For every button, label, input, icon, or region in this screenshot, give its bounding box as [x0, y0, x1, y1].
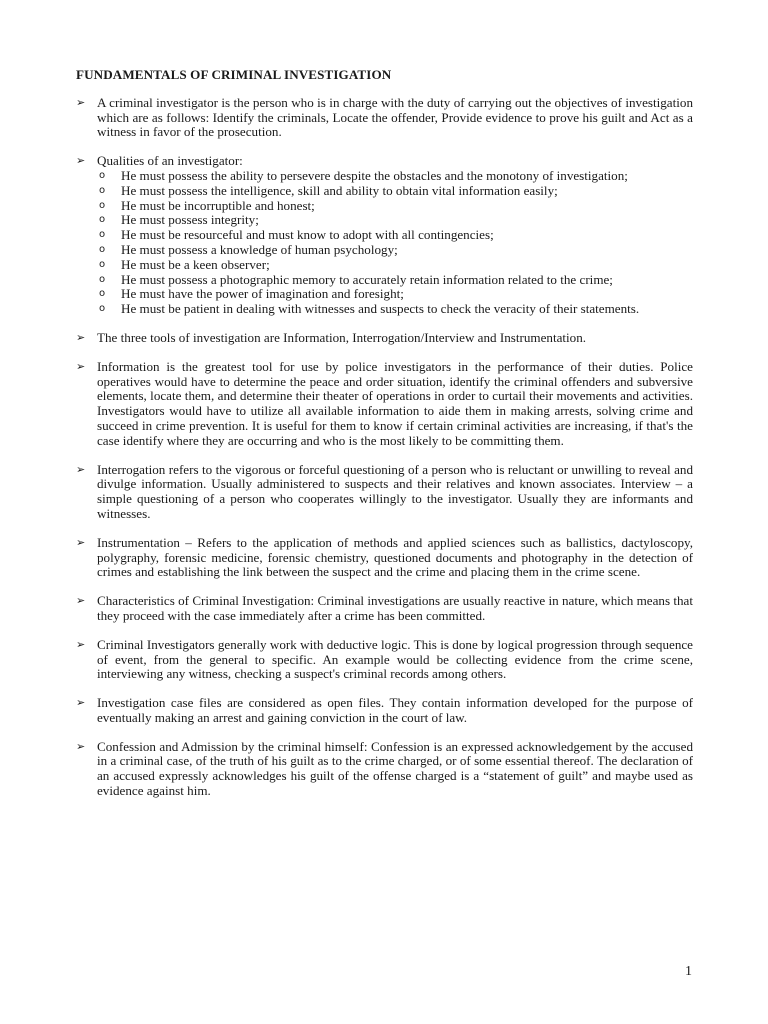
sub-item-text: He must possess a knowledge of human psychology; — [121, 241, 398, 257]
qualities-list — [97, 169, 693, 317]
circle-bullet-icon: o — [99, 243, 106, 255]
bullet-item — [76, 96, 693, 140]
sub-item — [97, 302, 693, 317]
arrow-bullet-icon: ➢ — [76, 462, 86, 476]
sub-item — [97, 287, 693, 302]
document-title: FUNDAMENTALS OF CRIMINAL INVESTIGATION — [76, 67, 392, 82]
bullet-item — [76, 696, 693, 726]
arrow-bullet-icon: ➢ — [76, 696, 86, 710]
document-page — [76, 68, 693, 813]
circle-bullet-icon: o — [99, 184, 106, 196]
bullet-item — [76, 463, 693, 522]
circle-bullet-icon: o — [99, 258, 106, 270]
circle-bullet-icon: o — [99, 214, 106, 226]
bullet-text: Characteristics of Criminal Investigation: Criminal investigations are usually reactive in nature, which means that they proceed with the case immediately after a crime has been committed. — [97, 593, 693, 623]
sub-item — [97, 243, 693, 258]
circle-bullet-icon: o — [99, 229, 106, 241]
arrow-bullet-icon: ➢ — [76, 330, 86, 344]
sub-item — [97, 228, 693, 243]
bullet-text: Criminal Investigators generally work with deductive logic. This is done by logical progression through sequence of event, from the general to specific. An example would be collecting evidence from the crime scene, interviewing any witness, checking a suspect's criminal records among others. — [97, 636, 693, 682]
sub-item — [97, 169, 693, 184]
sub-item — [97, 258, 693, 273]
sub-item-text: He must be a keen observer; — [121, 256, 270, 272]
bullet-text: Qualities of an investigator: — [97, 153, 243, 169]
bullet-text: Interrogation refers to the vigorous or forceful questioning of a person who is reluctant or unwilling to reveal and divulge information. Usually administered to suspects and their relatives and known associates. Interview – a simple questioning of a person who cooperates willingly to the investigator. Usually they are informants and witnesses. — [97, 461, 693, 521]
bullet-text: The three tools of investigation are Information, Interrogation/Interview and Instrumentation. — [97, 329, 587, 345]
circle-bullet-icon: o — [99, 303, 106, 315]
sub-item-text: He must be patient in dealing with witnesses and suspects to check the veracity of their statements. — [121, 301, 640, 317]
sub-item-text: He must have the power of imagination and foresight; — [121, 286, 404, 302]
arrow-bullet-icon: ➢ — [76, 535, 86, 549]
page-number: 1 — [685, 964, 692, 979]
arrow-bullet-icon: ➢ — [76, 637, 86, 651]
bullet-text: Confession and Admission by the criminal himself: Confession is an expressed acknowledgement by the accused in a criminal case, of the truth of his guilt as to the crime charged, or of some essential thereof. The declaration of an accused expressly acknowledges his guilt of the offense charged is a “statement of guilt” and maybe used as evidence against him. — [97, 738, 693, 799]
bullet-text: Investigation case files are considered as open files. They contain information developed for the purpose of eventually making an arrest and gaining conviction in the court of law. — [97, 695, 693, 725]
sub-item — [97, 184, 693, 199]
circle-bullet-icon: o — [99, 288, 106, 300]
arrow-bullet-icon: ➢ — [76, 95, 86, 109]
circle-bullet-icon: o — [99, 169, 106, 181]
arrow-bullet-icon: ➢ — [76, 739, 86, 753]
bullet-item — [76, 594, 693, 624]
bullet-item — [76, 638, 693, 682]
arrow-bullet-icon: ➢ — [76, 154, 86, 168]
sub-item-text: He must possess integrity; — [121, 212, 259, 228]
bullet-text: A criminal investigator is the person who is in charge with the duty of carrying out the objectives of investigation which are as follows: Identify the criminals, Locate the offender, Provide evidence to prove his guilt and Act as a witness in favor of the prosecution. — [97, 94, 693, 140]
bullet-list — [76, 96, 693, 799]
sub-item — [97, 199, 693, 214]
sub-item-text: He must be incorruptible and honest; — [121, 197, 315, 213]
bullet-item — [76, 536, 693, 580]
sub-item-text: He must possess a photographic memory to accurately retain information related to the crime; — [121, 271, 613, 287]
sub-item-text: He must possess the ability to persevere despite the obstacles and the monotony of investigation; — [121, 167, 628, 183]
circle-bullet-icon: o — [99, 273, 106, 285]
arrow-bullet-icon: ➢ — [76, 594, 86, 608]
circle-bullet-icon: o — [99, 199, 106, 211]
bullet-item — [76, 331, 693, 346]
arrow-bullet-icon: ➢ — [76, 359, 86, 373]
bullet-text: Instrumentation – Refers to the application of methods and applied sciences such as ballistics, dactyloscopy, polygraphy, forensic medicine, forensic chemistry, questioned documents and photography in the detection of crimes and establishing the link between the suspect and the crime and placing them in the crime scene. — [97, 534, 693, 580]
sub-item-text: He must be resourceful and must know to adopt with all contingencies; — [121, 227, 494, 243]
bullet-item — [76, 740, 693, 799]
sub-item-text: He must possess the intelligence, skill and ability to obtain vital information easily; — [121, 182, 558, 198]
bullet-item — [76, 154, 693, 317]
sub-item — [97, 213, 693, 228]
bullet-item — [76, 360, 693, 449]
sub-item — [97, 273, 693, 288]
bullet-text: Information is the greatest tool for use by police investigators in the performance of their duties. Police operatives would have to determine the peace and order situation, identify the criminal offenders and subversive elements, locate them, and determine their theater of operations in order to curtail their movements and activities. Investigators would have to utilize all available information to aide them in making arrests, solving crime and succeed in crime prevention. It is useful for them to know if certain criminal activities are increasing, if that's the case identify where they are occurring and who is the most likely to be committing them. — [97, 358, 693, 448]
